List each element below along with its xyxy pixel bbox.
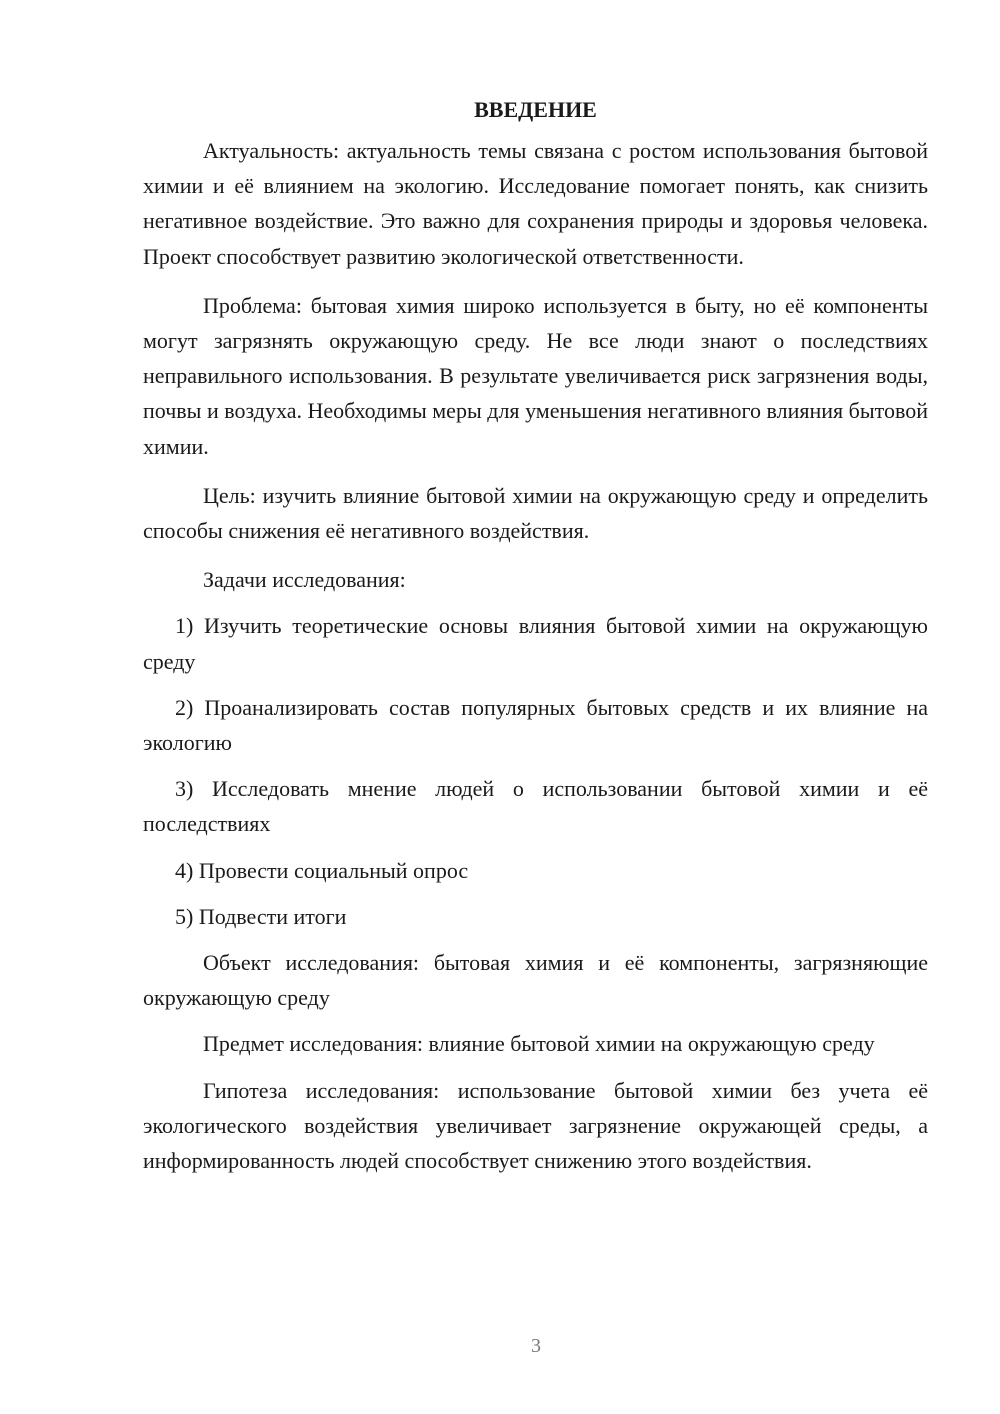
task-item-4: 4) Провести социальный опрос	[175, 857, 469, 883]
paragraph-relevance: Актуальность: актуальность темы связана с ростом использования бытовой химии и её влиянием на экологию. Исследование помогает понять, как снизить негативное воздействие. Это важно для сохранения природы и здоровья человека. Проект способствует развитию экологической ответственности.	[143, 138, 928, 269]
page-number: 3	[531, 1335, 541, 1357]
tasks-title: Задачи исследования:	[203, 567, 406, 593]
task-item-5: 5) Подвести итоги	[175, 903, 347, 929]
task-item-2: 2) Проанализировать состав популярных бытовых средств и их влияние на экологию	[143, 694, 928, 756]
document-page	[143, 92, 928, 1178]
paragraph-goal: Цель: изучить влияние бытовой химии на окружающую среду и определить способы снижения её негативного воздействия.	[143, 482, 928, 544]
task-item-3: 3) Исследовать мнение людей о использовании бытовой химии и её последствиях	[143, 776, 928, 837]
paragraph-problem: Проблема: бытовая химия широко используется в быту, но её компоненты могут загрязнять окружающую среду. Не все люди знают о последствиях неправильного использования. В результате увеличивается риск загрязнения воды, почвы и воздуха. Необходимы меры для уменьшения негативного влияния бытовой химии.	[143, 292, 928, 459]
task-item-1: 1) Изучить теоретические основы влияния бытовой химии на окружающую среду	[143, 613, 928, 674]
paragraph-hypothesis: Гипотеза исследования: использование бытовой химии без учета её экологического воздействия увеличивает загрязнение окружающей среды, а информированность людей способствует снижению этого воздействия.	[143, 1077, 928, 1174]
paragraph-subject: Предмет исследования: влияние бытовой химии на окружающую среду	[203, 1031, 875, 1057]
section-heading: ВВЕДЕНИЕ	[474, 97, 597, 122]
paragraph-object: Объект исследования: бытовая химия и её компоненты, загрязняющие окружающую среду	[143, 950, 928, 1011]
